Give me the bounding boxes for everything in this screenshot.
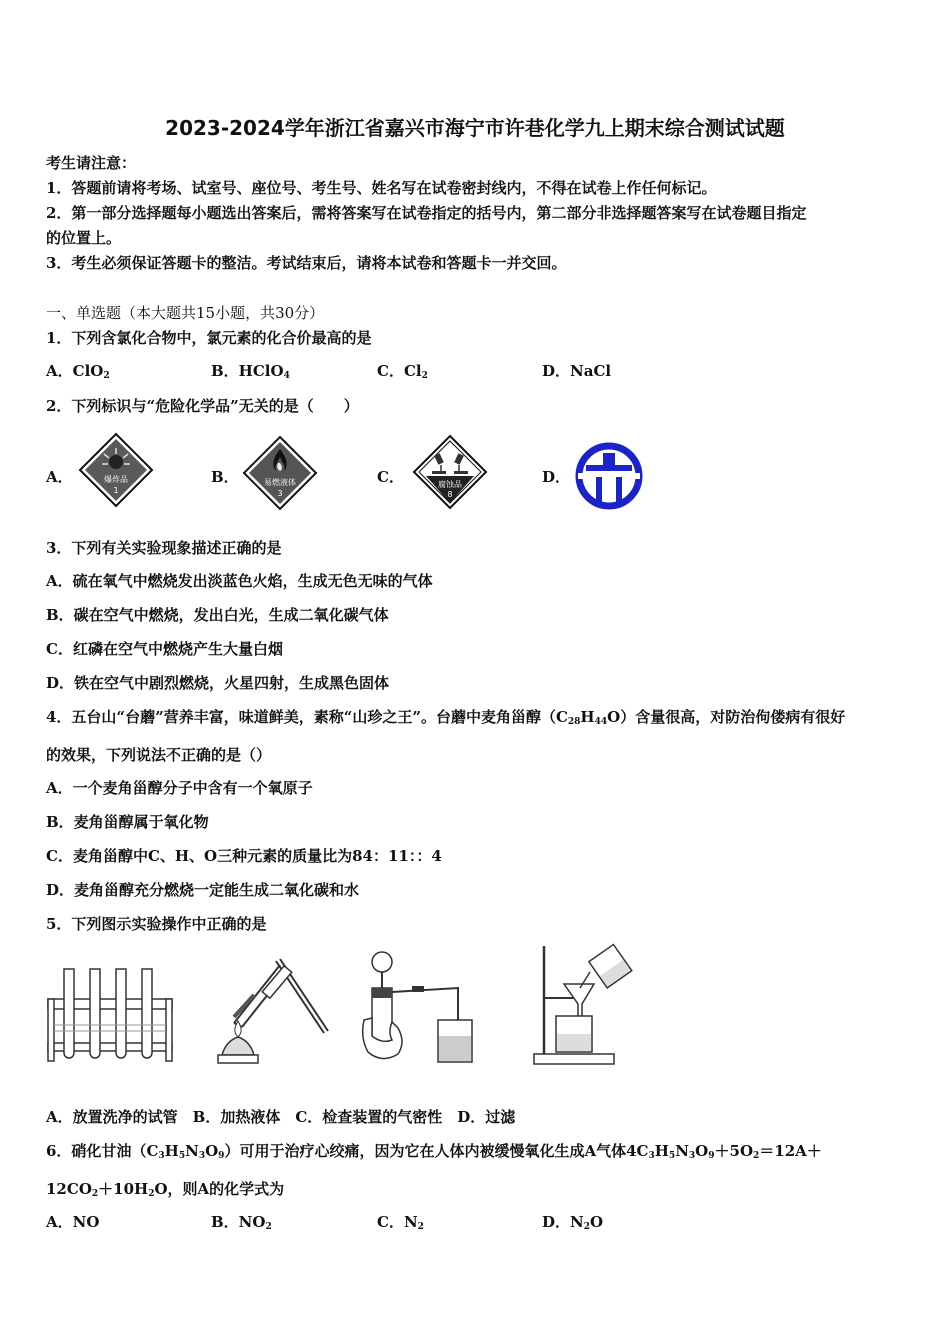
section-heading: 一、单选题（本大题共15小题，共30分）: [46, 304, 325, 322]
q2-option-b: B．: [211, 468, 239, 486]
sign-c-number: 8: [447, 490, 453, 499]
sign-c-label: 腐蚀品: [438, 480, 462, 489]
q3-option-d: D．铁在空气中剧烈燃烧，火星四射，生成黑色固体: [46, 674, 390, 692]
q6-stem-line2: $12CO_2+10H_2O$，则A的化学式为: [46, 1180, 285, 1199]
notice-item-2-cont: 的位置上。: [46, 229, 122, 247]
notice-heading: 考生请注意：: [46, 154, 137, 172]
q3-option-c: C．红磷在空气中燃烧产生大量白烟: [46, 640, 283, 658]
q1-option-a: A．ClO$_2$: [46, 362, 110, 381]
q6-option-a: A．NO: [46, 1213, 100, 1231]
q1-option-d: D．NaCl: [542, 362, 612, 380]
sign-a-number: 1: [113, 486, 119, 495]
q2-option-a: A．: [46, 468, 73, 486]
filtration-figure: [528, 942, 636, 1070]
airtightness-check-figure: [358, 948, 478, 1073]
corrosive-sign-icon: [412, 434, 488, 510]
test-tube-rack-figure: [44, 965, 176, 1070]
q1-option-b: B．HClO$_4$: [211, 362, 290, 381]
page-title: 2023-2024学年浙江省嘉兴市海宁市许巷化学九上期末综合测试试题: [165, 116, 785, 140]
q4-option-b: B．麦角甾醇属于氧化物: [46, 813, 209, 831]
q5-options: A．放置洗净的试管 B．加热液体 C．检查装置的气密性 D．过滤: [46, 1108, 516, 1126]
sign-a-label: 爆炸品: [104, 475, 128, 484]
sign-b-number: 3: [277, 489, 283, 498]
flammable-liquid-sign-icon: [242, 435, 318, 511]
q6-option-c: C．$N_2$: [377, 1213, 424, 1232]
notice-item-1: 1．答题前请将考场、试室号、座位号、考生号、姓名写在试卷密封线内，不得在试卷上作任何标记。: [46, 179, 717, 197]
explosive-sign-icon: [78, 432, 154, 508]
q6-option-b: B．$NO_2$: [211, 1213, 272, 1232]
heating-liquid-figure: [214, 955, 332, 1073]
q6-stem-line1: 6．硝化甘油$(C_3H_5N_3O_9)$可用于治疗心绞痛，因为它在人体内被缓慢氧化生成A气体$4C_3H_5N_3O_9+5O_2=12A+$: [46, 1142, 822, 1161]
q5-stem: 5．下列图示实验操作中正确的是: [46, 915, 267, 933]
q2-stem: 2．下列标识与“危险化学品”无关的是（ ）: [46, 397, 359, 415]
blue-logo-icon: [574, 441, 644, 511]
q6-option-d: D．$N_2O$: [542, 1213, 604, 1232]
q4-option-d: D．麦角甾醇充分燃烧一定能生成二氧化碳和水: [46, 881, 360, 899]
q4-stem-line2: 的效果，下列说法不正确的是（）: [46, 746, 272, 764]
q4-stem-line1: 4．五台山“台蘑”营养丰富，味道鲜美，素称“山珍之王”。台蘑中麦角甾醇$(C_{28}H_{44}O)$含量很高，对防治佝偻病有很好: [46, 708, 846, 727]
q3-stem: 3．下列有关实验现象描述正确的是: [46, 539, 282, 557]
q2-option-c: C．: [377, 468, 404, 486]
sign-b-label: 易燃液体: [264, 478, 296, 487]
q3-option-a: A．硫在氧气中燃烧发出淡蓝色火焰，生成无色无味的气体: [46, 572, 433, 590]
q2-option-d: D．: [542, 468, 571, 486]
q1-stem: 1．下列含氯化合物中，氯元素的化合价最高的是: [46, 329, 372, 347]
notice-item-2: 2．第一部分选择题每小题选出答案后，需将答案写在试卷指定的括号内，第二部分非选择题答案写在试卷题目指定: [46, 204, 807, 222]
notice-item-3: 3．考生必须保证答题卡的整洁。考试结束后，请将本试卷和答题卡一并交回。: [46, 254, 567, 272]
q1-option-c: C．$Cl_2$: [377, 362, 428, 381]
q4-option-a: A．一个麦角甾醇分子中含有一个氧原子: [46, 779, 313, 797]
q3-option-b: B．碳在空气中燃烧，发出白光，生成二氧化碳气体: [46, 606, 389, 624]
q4-option-c: C．麦角甾醇中C、H、O三种元素的质量比为84：11：：4: [46, 847, 442, 865]
